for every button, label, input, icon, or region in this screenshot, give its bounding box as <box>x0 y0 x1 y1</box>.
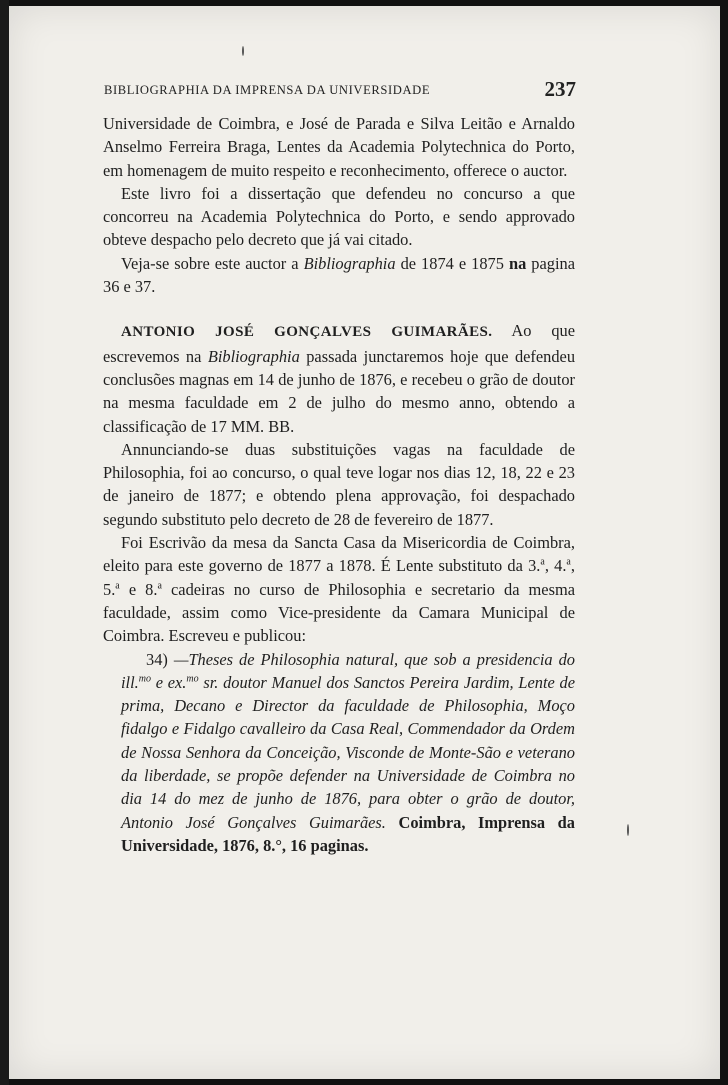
page-number: 237 <box>544 77 576 101</box>
paragraph-offices: Foi Escrivão da mesa da Sancta Casa da Misericordia de Coimbra, eleito para este governo de 1877 a 1878. É Lente substituto da 3.$^a$, 4.$^a$, 5.$^a$ e 8.$^a$ cadeiras no curso de Philosophia e secretario da mesma faculdade, assim como Vice-presidente da Camara Municipal de Coimbra. Escreveu e publicou: <box>103 533 575 646</box>
entry-imprint: Coimbra, Imprensa da Universidade, 1876, <box>121 812 575 855</box>
paragraph-concurso: Annunciando-se duas substituições vagas na faculdade de Philosophia, foi ao concurso, o qual teve logar nos dias 12, 18, 22 e 23 de janeiro de 1877; e obtendo plena approvação, foi despachado segundo substituto pelo decreto de 28 de fevereiro de 1877. <box>103 439 575 529</box>
paragraph-dissertation: Este livro foi a dissertação que defendeu no concurso a que concorreu na Academia Polytechnica do Porto, e sendo approvado obteve despacho pelo decreto que já vai citado. <box>103 183 575 250</box>
author-name: ANTONIO JOSÉ GONÇALVES GUIMARÃES. <box>121 324 493 341</box>
entry-number: 34) <box>146 649 168 669</box>
entry-extent: 8.°, 16 paginas. <box>258 835 369 855</box>
bibliography-entry: 34) —Theses de Philosophia natural, que sob a presidencia do ill.$^{mo}$ e ex.$^{mo}$ sr. doutor Manuel dos Sanctos Pereira Jardim, Lente de prima, Decano e Director da faculdade de Philosophia, Moço fidalgo e Fidalgo cavalleiro da Casa Real, Commendador da Ordem de Nossa Senhora da Conceição, Visconde de Monte-São e veterano da liberdade, se propõe defender na Universidade de Coimbra no dia 14 do mez de junho de 1876, para obter o grão de doutor, Antonio José Gonçalves Guimarães. Coimbra, Imprensa da Universidade, 1876, 8.°, 16 paginas. <box>121 649 576 855</box>
entry-title: Theses de Philosophia natural, que sob a presidencia do ill. <box>121 649 576 692</box>
paragraph-author-entry: ANTONIO JOSÉ GONÇALVES GUIMARÃES. Ao que escrevemos na Bibliographia passada junctaremos hoje que defendeu conclusões magnas em 14 de junho de 1876, e recebeu o grão de doutor na mesma faculdade em 2 de julho do mesmo anno, obtendo a classificação de 17 MM. BB. <box>103 321 576 436</box>
scan-speck <box>627 824 629 836</box>
scan-left-edge <box>0 0 9 1085</box>
paragraph-dedication: Universidade de Coimbra, e José de Parada e Silva Leitão e Arnaldo Anselmo Ferreira Braga, Lentes da Academia Polytechnica do Porto, em homenagem de muito respeito e reconhecimento, offerece o auctor. <box>103 114 575 180</box>
running-head-title: BIBLIOGRAPHIA DA IMPRENSA DA UNIVERSIDADE <box>104 83 431 97</box>
paragraph-see-also: Veja-se sobre este auctor a Bibliographia de 1874 e 1875 na pagina 36 e 37. <box>103 253 575 297</box>
scan-speck <box>242 46 244 56</box>
body-text <box>103 112 575 857</box>
running-head <box>104 79 576 103</box>
section-gap <box>103 298 575 319</box>
italic-bibliographia: Bibliographia <box>303 253 396 273</box>
